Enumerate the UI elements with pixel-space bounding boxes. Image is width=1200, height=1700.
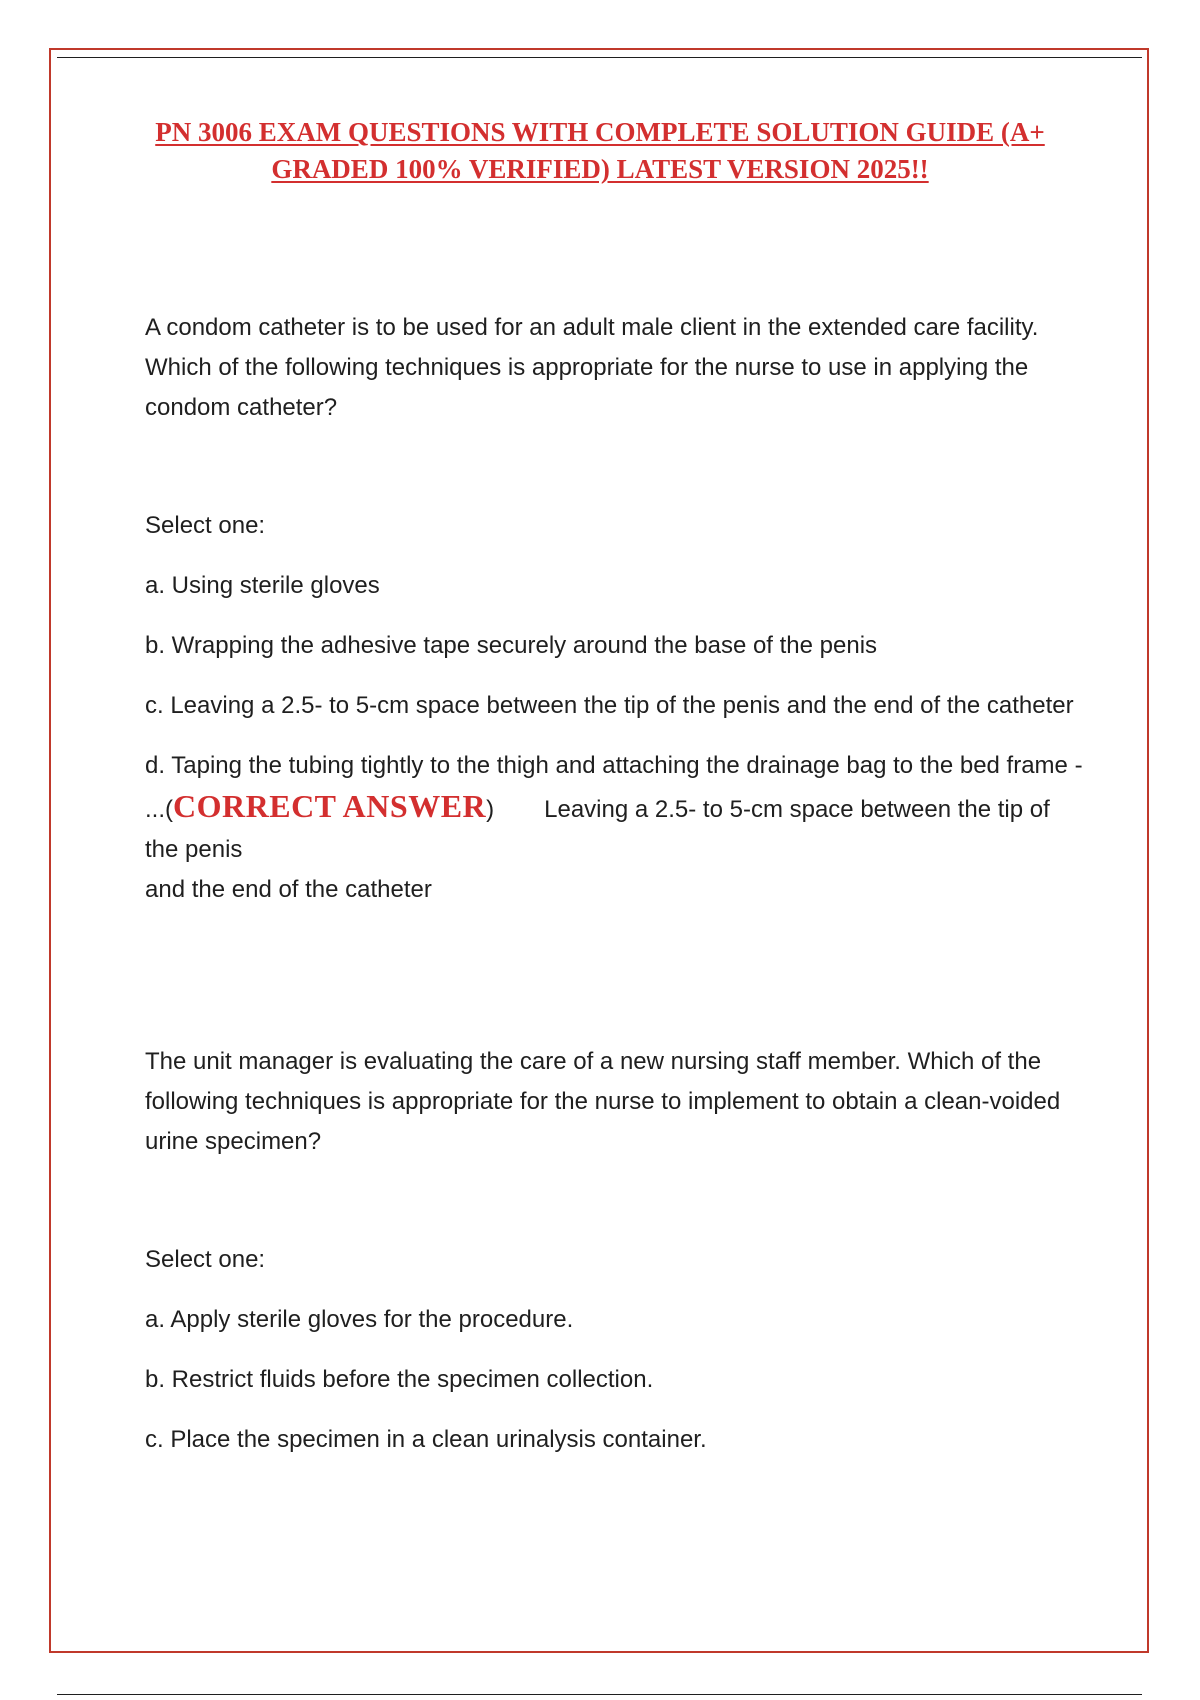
question-2-option-a: a. Apply sterile gloves for the procedure. [145, 1306, 574, 1333]
question-2 [145, 1042, 1085, 1460]
question-2-option-c: c. Place the specimen in a clean urinalysis container. [145, 1426, 707, 1453]
top-rule [57, 57, 1142, 58]
close-paren: ) [486, 796, 495, 823]
question-2-option-b: b. Restrict fluids before the specimen collection. [145, 1366, 654, 1393]
question-1-option-c: c. Leaving a 2.5- to 5-cm space between the tip of the penis and the end of the catheter [145, 692, 1074, 719]
question-1 [145, 308, 1085, 910]
question-1-select-label: Select one: [145, 512, 266, 539]
question-1-option-d-answer [145, 746, 1085, 910]
bottom-rule [57, 1694, 1142, 1695]
document-title: PN 3006 EXAM QUESTIONS WITH COMPLETE SOLUTION GUIDE (A+ GRADED 100% VERIFIED) LATEST VERSION 2025!! [155, 117, 1045, 184]
question-2-stem: The unit manager is evaluating the care of a new nursing staff member. Which of the following techniques is appropriate for the nurse to implement to obtain a clean-voided urine specimen? [145, 1048, 1061, 1155]
answer-text-line-1: Leaving a 2.5- to 5-cm space between the tip of the penis [145, 796, 1050, 863]
question-1-stem: A condom catheter is to be used for an adult male client in the extended care facility. Which of the following techniques is appropriate for the nurse to use in applying the condom catheter? [145, 314, 1039, 421]
answer-text-line-2: and the end of the catheter [145, 876, 432, 903]
question-2-select-label: Select one: [145, 1246, 266, 1273]
question-1-option-b: b. Wrapping the adhesive tape securely around the base of the penis [145, 632, 878, 659]
correct-answer-tag: CORRECT ANSWER [173, 788, 487, 824]
question-1-option-a: a. Using sterile gloves [145, 572, 380, 599]
question-1-option-d: d. Taping the tubing tightly to the thigh and attaching the drainage bag to the bed frame - ...( [145, 752, 1083, 823]
